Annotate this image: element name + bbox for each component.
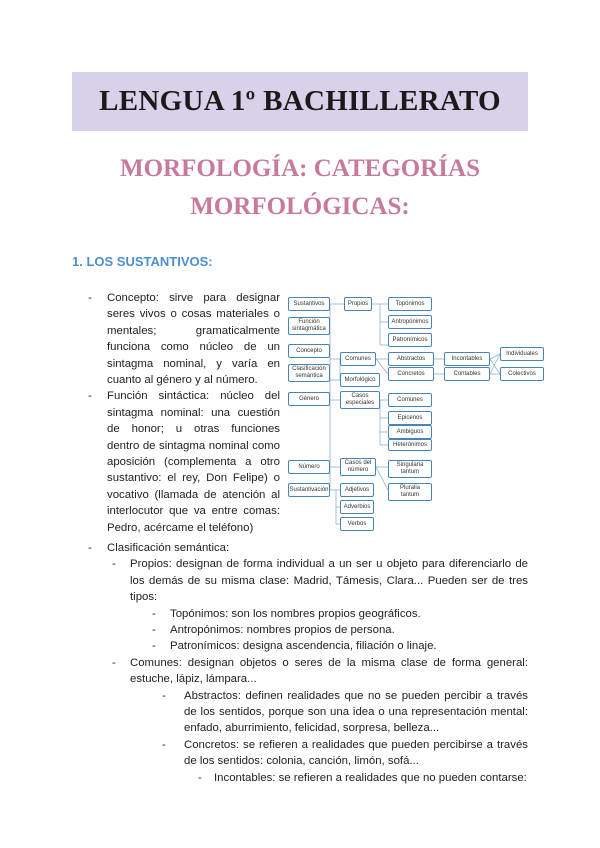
node-concretos: Concretos	[388, 367, 434, 381]
node-contables: Contables	[444, 367, 490, 381]
node-adjetivos: Adjetivos	[340, 483, 374, 497]
node-funcion: Función sintagmática	[288, 317, 330, 335]
node-propios: Propios	[344, 297, 372, 311]
concept-map	[284, 292, 544, 537]
page-title: LENGUA 1º BACHILLERATO	[99, 85, 501, 117]
node-antroponimos: Antropónimos	[388, 315, 432, 329]
title-banner	[72, 72, 528, 131]
bullet-incontables: - Incontables: se refieren a realidades que no pueden contarse:	[198, 771, 527, 784]
bullet-concretos: - Concretos: se refieren a realidades que pueden percibirse a través de los sentidos: colonia, canción, limón, sofá...	[162, 738, 528, 768]
node-verbos: Verbos	[340, 517, 374, 531]
bullet-funcion: - Función sintáctica: núcleo del sintagma nominal: una cuestión de honor; u otras funciones dentro de sintagma nominal como aposición (complementa a otro sustantivo: el rey, Don Felipe) o vocativo (llamada de atención al interlocutor que va entre comas: Pedro, acércame el teléfono)	[88, 390, 280, 534]
bullet-antroponimos: - Antropónimos: nombres propios de persona.	[152, 624, 395, 637]
node-singularia: Singularia tantum	[388, 460, 432, 478]
bullet-abstractos: - Abstractos: definen realidades que no se pueden percibir a través de los sentidos, porque son una idea o una representación mental: enfado, aburrimiento, felicidad, sorpresa, belleza...	[162, 689, 528, 735]
node-epicenos: Epicenos	[388, 411, 432, 425]
node-sustantivos: Sustantivos	[288, 297, 330, 311]
node-numero: Número	[288, 460, 330, 474]
bullet-comunes: - Comunes: designan objetos o seres de la misma clase de forma general: estuche, lápiz, lámpara...	[112, 656, 528, 686]
node-toponimos: Topónimos	[388, 297, 432, 311]
node-adverbios: Adverbios	[340, 500, 374, 514]
bullet-list-bottom	[88, 540, 528, 786]
node-concepto: Concepto	[288, 344, 330, 358]
node-colectivos: Colectivos	[500, 367, 544, 381]
node-pluralia: Pluralia tantum	[388, 483, 432, 501]
node-individuales: Individuales	[500, 347, 544, 361]
subtitle-line-1: MORFOLOGÍA: CATEGORÍAS	[120, 155, 480, 182]
subtitle-line-2: MORFOLÓGICAS:	[190, 193, 410, 220]
bullet-clasificacion: - Clasificación semántica:	[88, 542, 230, 554]
bullet-toponimos: - Topónimos: son los nombres propios geográficos.	[152, 607, 421, 620]
node-sustantivacion: Sustantivación	[288, 483, 330, 497]
node-incontables: Incontables	[444, 352, 490, 366]
node-patronimicos: Patronímicos	[388, 333, 432, 347]
bullet-list-top	[88, 290, 280, 536]
node-comunes-genero: Comunes	[388, 393, 432, 407]
node-clasificacion: Clasificación semántica	[288, 364, 330, 382]
node-ambiguos: Ambiguos	[388, 425, 432, 439]
section-heading: 1. LOS SUSTANTIVOS:	[72, 254, 213, 269]
node-morfologico: Morfológico	[340, 373, 380, 387]
node-casos-numero: Casos del número	[340, 458, 376, 476]
node-abstractos: Abstractos	[388, 352, 434, 366]
node-casos-especiales: Casos especiales	[340, 391, 380, 409]
node-heteronimos: Heterónimos	[388, 439, 432, 451]
document-subtitle	[72, 150, 528, 226]
bullet-patronimicos: - Patronímicos: designa ascendencia, filiación o linaje.	[152, 640, 437, 653]
node-genero: Género	[288, 392, 330, 406]
node-comunes: Comunes	[340, 352, 376, 366]
bullet-concepto: - Concepto: sirve para designar seres vivos o cosas materiales o mentales; gramaticalmente funciona como núcleo de un sintagma nominal, y varía en cuanto al género y al número.	[88, 292, 280, 387]
bullet-propios: - Propios: designan de forma individual a un ser u objeto para diferenciarlo de los demás de su misma clase: Madrid, Támesis, Clara... Pueden ser de tres tipos:	[112, 558, 528, 604]
